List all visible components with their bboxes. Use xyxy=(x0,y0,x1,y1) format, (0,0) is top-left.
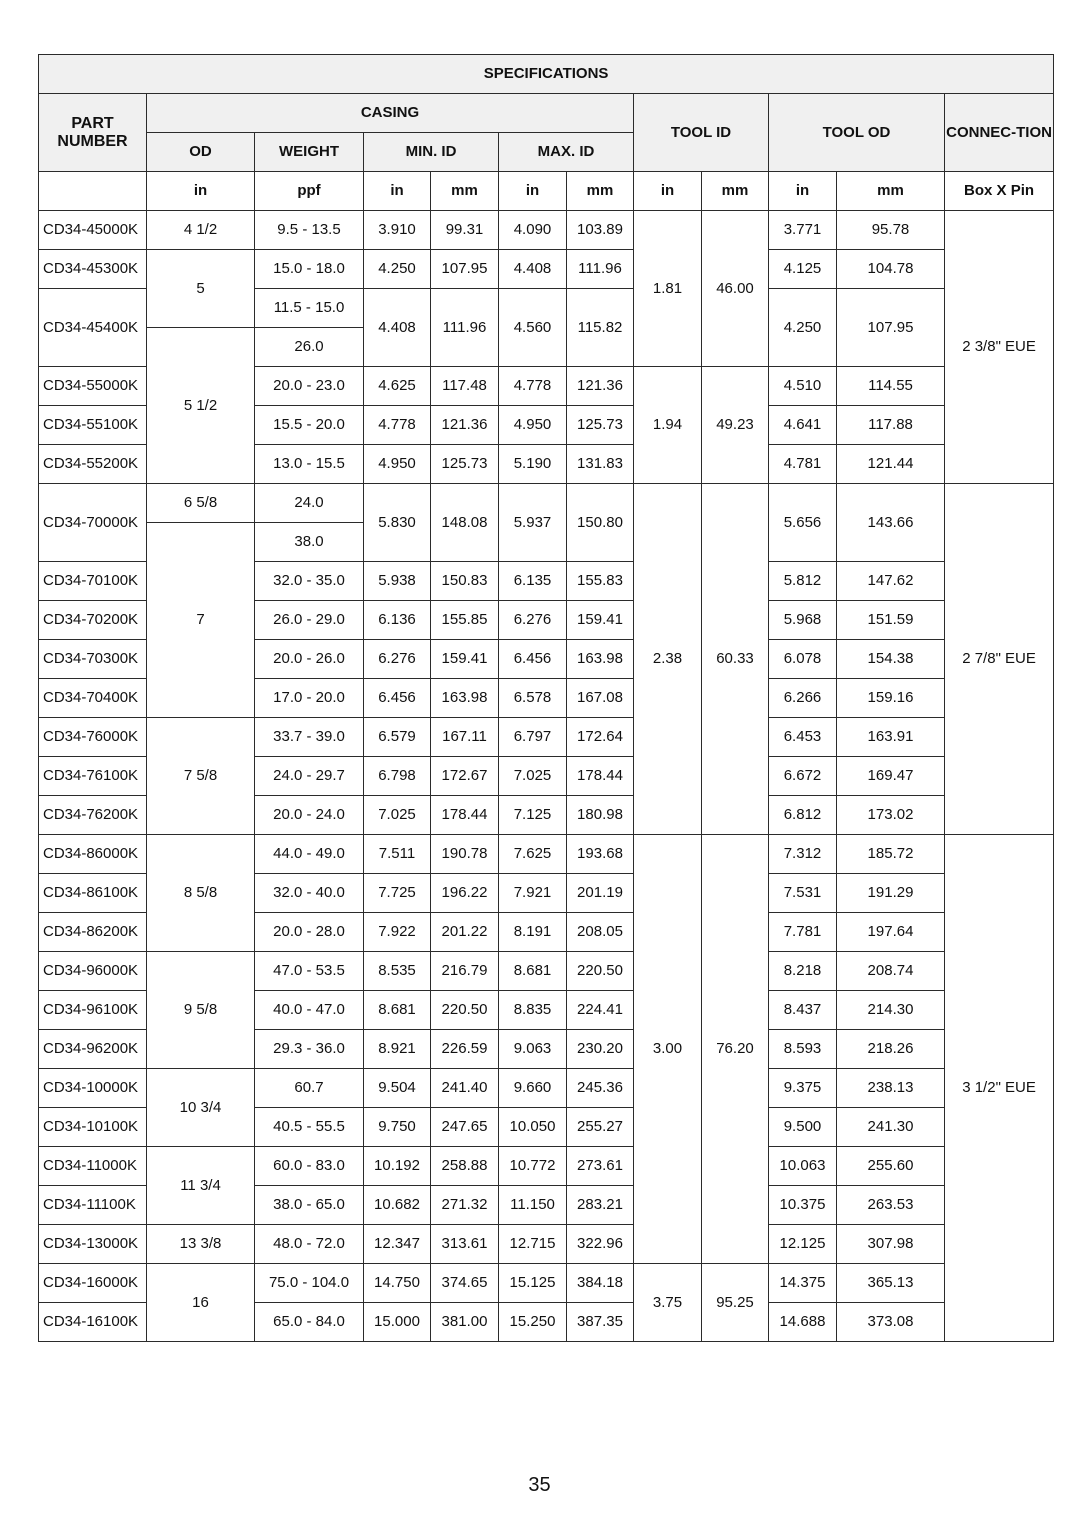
tool-od-mm-cell: 185.72 xyxy=(837,835,945,874)
tool-od-mm-cell: 151.59 xyxy=(837,601,945,640)
max-id-in-cell: 8.835 xyxy=(499,991,567,1030)
min-id-mm-cell: 241.40 xyxy=(431,1069,499,1108)
max-id-mm-cell: 150.80 xyxy=(567,484,634,562)
tool-od-mm-cell: 218.26 xyxy=(837,1030,945,1069)
tool-od-in-cell: 8.437 xyxy=(769,991,837,1030)
casing-weight-cell: 26.0 - 29.0 xyxy=(255,601,364,640)
tool-id-in-cell: 1.94 xyxy=(634,367,702,484)
header-weight: WEIGHT xyxy=(255,133,364,172)
min-id-in-cell: 8.681 xyxy=(364,991,431,1030)
tool-od-in-cell: 7.312 xyxy=(769,835,837,874)
min-id-mm-cell: 172.67 xyxy=(431,757,499,796)
part-number-cell: CD34-86200K xyxy=(39,913,147,952)
max-id-mm-cell: 111.96 xyxy=(567,250,634,289)
table-row xyxy=(39,484,1054,523)
casing-weight-cell: 38.0 - 65.0 xyxy=(255,1186,364,1225)
units-cell: mm xyxy=(431,172,499,211)
tool-od-mm-cell: 114.55 xyxy=(837,367,945,406)
min-id-mm-cell: 117.48 xyxy=(431,367,499,406)
header-od: OD xyxy=(147,133,255,172)
tool-od-in-cell: 9.500 xyxy=(769,1108,837,1147)
units-cell: in xyxy=(364,172,431,211)
max-id-mm-cell: 159.41 xyxy=(567,601,634,640)
casing-weight-cell: 32.0 - 40.0 xyxy=(255,874,364,913)
part-number-cell: CD34-76100K xyxy=(39,757,147,796)
part-number-cell: CD34-45400K xyxy=(39,289,147,367)
casing-od-cell: 7 xyxy=(147,523,255,718)
part-number-cell: CD34-55000K xyxy=(39,367,147,406)
casing-weight-cell: 20.0 - 28.0 xyxy=(255,913,364,952)
tool-od-in-cell: 10.375 xyxy=(769,1186,837,1225)
tool-od-in-cell: 9.375 xyxy=(769,1069,837,1108)
max-id-mm-cell: 125.73 xyxy=(567,406,634,445)
table-row xyxy=(39,250,1054,289)
min-id-mm-cell: 178.44 xyxy=(431,796,499,835)
units-cell: Box X Pin xyxy=(945,172,1054,211)
table-row xyxy=(39,1069,1054,1108)
max-id-in-cell: 8.681 xyxy=(499,952,567,991)
tool-od-mm-cell: 163.91 xyxy=(837,718,945,757)
tool-id-mm-cell: 49.23 xyxy=(702,367,769,484)
connection-cell: 3 1/2" EUE xyxy=(945,835,1054,1342)
max-id-in-cell: 15.250 xyxy=(499,1303,567,1342)
units-cell: mm xyxy=(702,172,769,211)
tool-od-in-cell: 3.771 xyxy=(769,211,837,250)
tool-od-mm-cell: 241.30 xyxy=(837,1108,945,1147)
casing-weight-cell: 60.0 - 83.0 xyxy=(255,1147,364,1186)
casing-weight-cell: 20.0 - 24.0 xyxy=(255,796,364,835)
casing-od-cell: 4 1/2 xyxy=(147,211,255,250)
tool-od-mm-cell: 154.38 xyxy=(837,640,945,679)
units-cell: in xyxy=(147,172,255,211)
min-id-mm-cell: 121.36 xyxy=(431,406,499,445)
units-row xyxy=(39,172,1054,211)
max-id-mm-cell: 245.36 xyxy=(567,1069,634,1108)
min-id-mm-cell: 216.79 xyxy=(431,952,499,991)
min-id-in-cell: 6.456 xyxy=(364,679,431,718)
max-id-mm-cell: 103.89 xyxy=(567,211,634,250)
part-number-cell: CD34-13000K xyxy=(39,1225,147,1264)
tool-od-mm-cell: 107.95 xyxy=(837,289,945,367)
tool-id-in-cell: 2.38 xyxy=(634,484,702,835)
min-id-in-cell: 6.276 xyxy=(364,640,431,679)
max-id-mm-cell: 155.83 xyxy=(567,562,634,601)
min-id-in-cell: 7.922 xyxy=(364,913,431,952)
max-id-mm-cell: 208.05 xyxy=(567,913,634,952)
tool-od-mm-cell: 117.88 xyxy=(837,406,945,445)
header-tool-id: TOOL ID xyxy=(634,94,769,172)
min-id-mm-cell: 196.22 xyxy=(431,874,499,913)
casing-od-cell: 6 5/8 xyxy=(147,484,255,523)
tool-od-in-cell: 6.812 xyxy=(769,796,837,835)
max-id-mm-cell: 224.41 xyxy=(567,991,634,1030)
casing-weight-cell: 44.0 - 49.0 xyxy=(255,835,364,874)
max-id-in-cell: 7.625 xyxy=(499,835,567,874)
max-id-in-cell: 4.950 xyxy=(499,406,567,445)
part-number-cell: CD34-96100K xyxy=(39,991,147,1030)
min-id-in-cell: 10.682 xyxy=(364,1186,431,1225)
max-id-mm-cell: 387.35 xyxy=(567,1303,634,1342)
part-number-cell: CD34-55200K xyxy=(39,445,147,484)
max-id-mm-cell: 163.98 xyxy=(567,640,634,679)
max-id-in-cell: 6.797 xyxy=(499,718,567,757)
tool-od-in-cell: 5.968 xyxy=(769,601,837,640)
max-id-in-cell: 7.921 xyxy=(499,874,567,913)
tool-od-mm-cell: 255.60 xyxy=(837,1147,945,1186)
max-id-in-cell: 6.276 xyxy=(499,601,567,640)
max-id-mm-cell: 220.50 xyxy=(567,952,634,991)
part-number-cell: CD34-76000K xyxy=(39,718,147,757)
table-row xyxy=(39,1147,1054,1186)
tool-od-mm-cell: 143.66 xyxy=(837,484,945,562)
min-id-mm-cell: 381.00 xyxy=(431,1303,499,1342)
min-id-in-cell: 4.625 xyxy=(364,367,431,406)
tool-od-in-cell: 6.078 xyxy=(769,640,837,679)
min-id-in-cell: 15.000 xyxy=(364,1303,431,1342)
tool-od-in-cell: 10.063 xyxy=(769,1147,837,1186)
casing-weight-cell: 13.0 - 15.5 xyxy=(255,445,364,484)
part-number-cell: CD34-70100K xyxy=(39,562,147,601)
tool-od-mm-cell: 208.74 xyxy=(837,952,945,991)
header-max-id: MAX. ID xyxy=(499,133,634,172)
tool-od-in-cell: 5.656 xyxy=(769,484,837,562)
part-number-cell: CD34-70200K xyxy=(39,601,147,640)
min-id-in-cell: 7.511 xyxy=(364,835,431,874)
table-title: SPECIFICATIONS xyxy=(39,55,1054,94)
table-row xyxy=(39,1225,1054,1264)
table-row xyxy=(39,1264,1054,1303)
casing-weight-cell: 11.5 - 15.0 xyxy=(255,289,364,328)
units-cell: in xyxy=(634,172,702,211)
min-id-mm-cell: 111.96 xyxy=(431,289,499,367)
units-cell: in xyxy=(499,172,567,211)
min-id-in-cell: 6.798 xyxy=(364,757,431,796)
part-number-cell: CD34-10000K xyxy=(39,1069,147,1108)
max-id-in-cell: 12.715 xyxy=(499,1225,567,1264)
tool-id-mm-cell: 76.20 xyxy=(702,835,769,1264)
min-id-mm-cell: 271.32 xyxy=(431,1186,499,1225)
page-number: 35 xyxy=(528,1474,551,1496)
casing-weight-cell: 40.0 - 47.0 xyxy=(255,991,364,1030)
min-id-mm-cell: 150.83 xyxy=(431,562,499,601)
max-id-in-cell: 6.456 xyxy=(499,640,567,679)
tool-od-in-cell: 4.641 xyxy=(769,406,837,445)
casing-od-cell: 5 xyxy=(147,250,255,328)
max-id-in-cell: 4.408 xyxy=(499,250,567,289)
tool-od-mm-cell: 121.44 xyxy=(837,445,945,484)
part-number-cell: CD34-10100K xyxy=(39,1108,147,1147)
min-id-in-cell: 3.910 xyxy=(364,211,431,250)
tool-od-mm-cell: 95.78 xyxy=(837,211,945,250)
min-id-in-cell: 12.347 xyxy=(364,1225,431,1264)
table-body xyxy=(39,211,1054,1342)
min-id-mm-cell: 163.98 xyxy=(431,679,499,718)
min-id-in-cell: 4.250 xyxy=(364,250,431,289)
max-id-mm-cell: 322.96 xyxy=(567,1225,634,1264)
min-id-mm-cell: 190.78 xyxy=(431,835,499,874)
min-id-in-cell: 7.725 xyxy=(364,874,431,913)
min-id-mm-cell: 99.31 xyxy=(431,211,499,250)
min-id-mm-cell: 247.65 xyxy=(431,1108,499,1147)
tool-od-in-cell: 7.531 xyxy=(769,874,837,913)
casing-od-cell: 8 5/8 xyxy=(147,835,255,952)
connection-cell: 2 3/8" EUE xyxy=(945,211,1054,484)
min-id-in-cell: 4.950 xyxy=(364,445,431,484)
max-id-in-cell: 5.190 xyxy=(499,445,567,484)
min-id-in-cell: 6.579 xyxy=(364,718,431,757)
part-number-cell: CD34-96200K xyxy=(39,1030,147,1069)
casing-weight-cell: 38.0 xyxy=(255,523,364,562)
tool-od-mm-cell: 365.13 xyxy=(837,1264,945,1303)
casing-weight-cell: 40.5 - 55.5 xyxy=(255,1108,364,1147)
units-cell-part xyxy=(39,172,147,211)
casing-weight-cell: 20.0 - 23.0 xyxy=(255,367,364,406)
casing-od-cell: 11 3/4 xyxy=(147,1147,255,1225)
casing-weight-cell: 20.0 - 26.0 xyxy=(255,640,364,679)
max-id-mm-cell: 131.83 xyxy=(567,445,634,484)
min-id-mm-cell: 125.73 xyxy=(431,445,499,484)
part-number-cell: CD34-96000K xyxy=(39,952,147,991)
casing-weight-cell: 29.3 - 36.0 xyxy=(255,1030,364,1069)
min-id-in-cell: 4.778 xyxy=(364,406,431,445)
max-id-in-cell: 11.150 xyxy=(499,1186,567,1225)
tool-od-mm-cell: 197.64 xyxy=(837,913,945,952)
tool-id-mm-cell: 46.00 xyxy=(702,211,769,367)
tool-id-in-cell: 3.75 xyxy=(634,1264,702,1342)
casing-weight-cell: 26.0 xyxy=(255,328,364,367)
units-cell: ppf xyxy=(255,172,364,211)
table-row xyxy=(39,835,1054,874)
min-id-in-cell: 6.136 xyxy=(364,601,431,640)
tool-od-in-cell: 7.781 xyxy=(769,913,837,952)
max-id-in-cell: 15.125 xyxy=(499,1264,567,1303)
max-id-mm-cell: 283.21 xyxy=(567,1186,634,1225)
casing-weight-cell: 24.0 xyxy=(255,484,364,523)
header-part-number: PART NUMBER xyxy=(39,94,147,172)
min-id-in-cell: 10.192 xyxy=(364,1147,431,1186)
min-id-mm-cell: 313.61 xyxy=(431,1225,499,1264)
casing-weight-cell: 48.0 - 72.0 xyxy=(255,1225,364,1264)
tool-id-in-cell: 1.81 xyxy=(634,211,702,367)
max-id-mm-cell: 115.82 xyxy=(567,289,634,367)
max-id-in-cell: 10.772 xyxy=(499,1147,567,1186)
max-id-mm-cell: 180.98 xyxy=(567,796,634,835)
max-id-mm-cell: 178.44 xyxy=(567,757,634,796)
min-id-mm-cell: 226.59 xyxy=(431,1030,499,1069)
min-id-mm-cell: 107.95 xyxy=(431,250,499,289)
min-id-mm-cell: 201.22 xyxy=(431,913,499,952)
max-id-in-cell: 9.063 xyxy=(499,1030,567,1069)
min-id-in-cell: 7.025 xyxy=(364,796,431,835)
part-number-cell: CD34-86100K xyxy=(39,874,147,913)
max-id-in-cell: 7.125 xyxy=(499,796,567,835)
tool-od-mm-cell: 238.13 xyxy=(837,1069,945,1108)
tool-od-mm-cell: 159.16 xyxy=(837,679,945,718)
part-number-cell: CD34-45000K xyxy=(39,211,147,250)
casing-od-cell: 5 1/2 xyxy=(147,328,255,484)
casing-od-cell: 16 xyxy=(147,1264,255,1342)
part-number-cell: CD34-70000K xyxy=(39,484,147,562)
casing-weight-cell: 60.7 xyxy=(255,1069,364,1108)
tool-od-mm-cell: 263.53 xyxy=(837,1186,945,1225)
header-connection: CONNEC-TION xyxy=(945,94,1054,172)
tool-od-mm-cell: 104.78 xyxy=(837,250,945,289)
max-id-in-cell: 4.090 xyxy=(499,211,567,250)
tool-od-in-cell: 14.375 xyxy=(769,1264,837,1303)
connection-cell: 2 7/8" EUE xyxy=(945,484,1054,835)
tool-od-in-cell: 4.510 xyxy=(769,367,837,406)
tool-od-in-cell: 8.218 xyxy=(769,952,837,991)
table-row xyxy=(39,211,1054,250)
casing-od-cell: 10 3/4 xyxy=(147,1069,255,1147)
min-id-in-cell: 5.830 xyxy=(364,484,431,562)
tool-od-mm-cell: 191.29 xyxy=(837,874,945,913)
casing-weight-cell: 65.0 - 84.0 xyxy=(255,1303,364,1342)
max-id-in-cell: 10.050 xyxy=(499,1108,567,1147)
max-id-in-cell: 8.191 xyxy=(499,913,567,952)
min-id-in-cell: 5.938 xyxy=(364,562,431,601)
tool-od-in-cell: 12.125 xyxy=(769,1225,837,1264)
table-row xyxy=(39,718,1054,757)
part-number-cell: CD34-76200K xyxy=(39,796,147,835)
units-cell: in xyxy=(769,172,837,211)
part-number-cell: CD34-11100K xyxy=(39,1186,147,1225)
table-row xyxy=(39,952,1054,991)
min-id-in-cell: 8.921 xyxy=(364,1030,431,1069)
tool-od-mm-cell: 307.98 xyxy=(837,1225,945,1264)
min-id-mm-cell: 155.85 xyxy=(431,601,499,640)
max-id-mm-cell: 255.27 xyxy=(567,1108,634,1147)
tool-od-mm-cell: 173.02 xyxy=(837,796,945,835)
tool-id-mm-cell: 60.33 xyxy=(702,484,769,835)
header-min-id: MIN. ID xyxy=(364,133,499,172)
max-id-in-cell: 9.660 xyxy=(499,1069,567,1108)
min-id-mm-cell: 220.50 xyxy=(431,991,499,1030)
min-id-mm-cell: 159.41 xyxy=(431,640,499,679)
tool-od-mm-cell: 214.30 xyxy=(837,991,945,1030)
casing-weight-cell: 33.7 - 39.0 xyxy=(255,718,364,757)
min-id-in-cell: 8.535 xyxy=(364,952,431,991)
casing-weight-cell: 15.0 - 18.0 xyxy=(255,250,364,289)
tool-od-mm-cell: 147.62 xyxy=(837,562,945,601)
max-id-in-cell: 6.578 xyxy=(499,679,567,718)
tool-id-mm-cell: 95.25 xyxy=(702,1264,769,1342)
tool-od-mm-cell: 373.08 xyxy=(837,1303,945,1342)
max-id-in-cell: 4.778 xyxy=(499,367,567,406)
tool-od-in-cell: 6.672 xyxy=(769,757,837,796)
part-number-cell: CD34-70400K xyxy=(39,679,147,718)
tool-od-in-cell: 5.812 xyxy=(769,562,837,601)
max-id-mm-cell: 172.64 xyxy=(567,718,634,757)
casing-od-cell: 7 5/8 xyxy=(147,718,255,835)
max-id-in-cell: 4.560 xyxy=(499,289,567,367)
casing-weight-cell: 47.0 - 53.5 xyxy=(255,952,364,991)
tool-od-in-cell: 14.688 xyxy=(769,1303,837,1342)
tool-od-in-cell: 4.125 xyxy=(769,250,837,289)
casing-weight-cell: 24.0 - 29.7 xyxy=(255,757,364,796)
casing-od-cell: 9 5/8 xyxy=(147,952,255,1069)
tool-od-in-cell: 8.593 xyxy=(769,1030,837,1069)
specifications-table xyxy=(38,54,1054,1342)
max-id-mm-cell: 273.61 xyxy=(567,1147,634,1186)
min-id-in-cell: 9.504 xyxy=(364,1069,431,1108)
min-id-mm-cell: 374.65 xyxy=(431,1264,499,1303)
casing-od-cell: 13 3/8 xyxy=(147,1225,255,1264)
max-id-mm-cell: 384.18 xyxy=(567,1264,634,1303)
max-id-in-cell: 5.937 xyxy=(499,484,567,562)
max-id-mm-cell: 121.36 xyxy=(567,367,634,406)
max-id-mm-cell: 201.19 xyxy=(567,874,634,913)
min-id-mm-cell: 258.88 xyxy=(431,1147,499,1186)
max-id-in-cell: 7.025 xyxy=(499,757,567,796)
tool-od-in-cell: 6.266 xyxy=(769,679,837,718)
tool-od-in-cell: 6.453 xyxy=(769,718,837,757)
part-number-cell: CD34-16000K xyxy=(39,1264,147,1303)
tool-od-in-cell: 4.250 xyxy=(769,289,837,367)
units-cell: mm xyxy=(567,172,634,211)
max-id-mm-cell: 230.20 xyxy=(567,1030,634,1069)
min-id-in-cell: 9.750 xyxy=(364,1108,431,1147)
tool-id-in-cell: 3.00 xyxy=(634,835,702,1264)
part-number-cell: CD34-70300K xyxy=(39,640,147,679)
min-id-in-cell: 4.408 xyxy=(364,289,431,367)
part-number-cell: CD34-86000K xyxy=(39,835,147,874)
min-id-mm-cell: 167.11 xyxy=(431,718,499,757)
header-tool-od: TOOL OD xyxy=(769,94,945,172)
casing-weight-cell: 17.0 - 20.0 xyxy=(255,679,364,718)
casing-weight-cell: 15.5 - 20.0 xyxy=(255,406,364,445)
tool-od-in-cell: 4.781 xyxy=(769,445,837,484)
part-number-cell: CD34-16100K xyxy=(39,1303,147,1342)
max-id-mm-cell: 193.68 xyxy=(567,835,634,874)
part-number-cell: CD34-55100K xyxy=(39,406,147,445)
casing-weight-cell: 9.5 - 13.5 xyxy=(255,211,364,250)
casing-weight-cell: 32.0 - 35.0 xyxy=(255,562,364,601)
max-id-mm-cell: 167.08 xyxy=(567,679,634,718)
max-id-in-cell: 6.135 xyxy=(499,562,567,601)
min-id-in-cell: 14.750 xyxy=(364,1264,431,1303)
casing-weight-cell: 75.0 - 104.0 xyxy=(255,1264,364,1303)
part-number-cell: CD34-11000K xyxy=(39,1147,147,1186)
min-id-mm-cell: 148.08 xyxy=(431,484,499,562)
units-cell: mm xyxy=(837,172,945,211)
tool-od-mm-cell: 169.47 xyxy=(837,757,945,796)
header-casing: CASING xyxy=(147,94,634,133)
part-number-cell: CD34-45300K xyxy=(39,250,147,289)
